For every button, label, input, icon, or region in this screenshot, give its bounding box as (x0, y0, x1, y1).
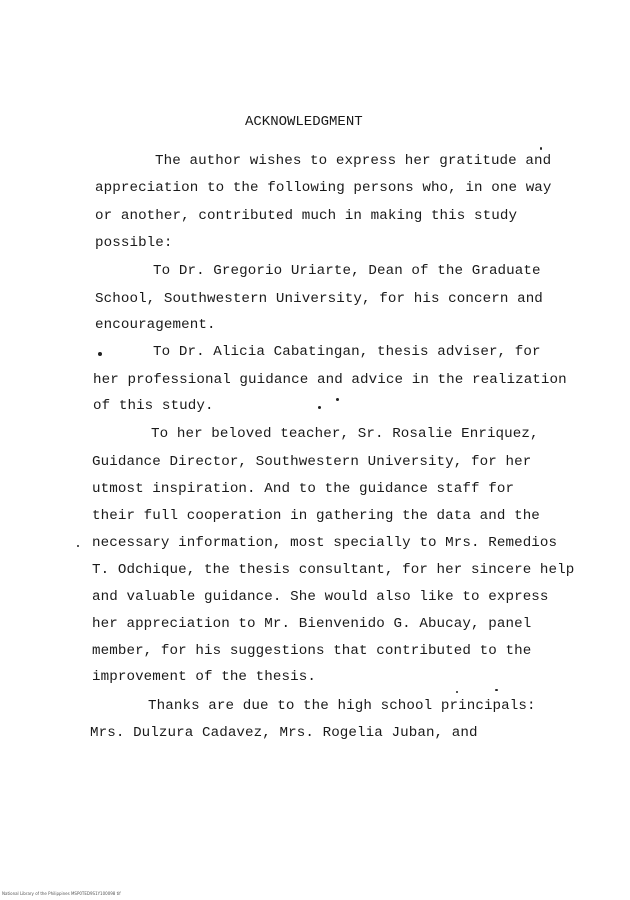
scan-speck (495, 689, 498, 691)
text-line: utmost inspiration. And to the guidance staff for (92, 481, 515, 497)
text-line: The author wishes to express her gratitude and (155, 153, 552, 169)
text-line: To Dr. Gregorio Uriarte, Dean of the Graduate (153, 263, 541, 279)
text-line: Mrs. Dulzura Cadavez, Mrs. Rogelia Juban, and (90, 725, 478, 741)
text-line: necessary information, most specially to Mrs. Remedios (92, 535, 558, 551)
scan-speck (77, 545, 79, 547)
scan-speck (98, 352, 102, 356)
text-line: appreciation to the following persons who, in one way (95, 180, 552, 196)
text-line: their full cooperation in gathering the data and the (92, 508, 540, 524)
text-line: member, for his suggestions that contributed to the (92, 643, 532, 659)
scan-speck (318, 406, 321, 409)
text-line: improvement of the thesis. (92, 669, 316, 685)
text-line: School, Southwestern University, for his concern and (95, 291, 543, 307)
text-line: To her beloved teacher, Sr. Rosalie Enriquez, (151, 426, 539, 442)
text-line: her professional guidance and advice in the realization (93, 372, 567, 388)
text-line: of this study. (93, 398, 214, 414)
scan-speck (540, 147, 542, 150)
page-title: ACKNOWLEDGMENT (245, 114, 363, 130)
text-line: her appreciation to Mr. Bienvenido G. Abucay, panel (92, 616, 532, 632)
text-line: and valuable guidance. She would also like to express (92, 589, 549, 605)
scan-speck (456, 691, 458, 693)
text-line: encouragement. (95, 317, 216, 333)
text-line: or another, contributed much in making this study (95, 208, 518, 224)
text-line: T. Odchique, the thesis consultant, for her sincere help (92, 562, 575, 578)
scan-footer: National Library of the Philippines MSP0TED9S1Y100098 tif (2, 891, 121, 896)
text-line: Guidance Director, Southwestern University, for her (92, 454, 532, 470)
scan-speck (336, 398, 339, 401)
text-line: Thanks are due to the high school principals: (148, 698, 536, 714)
text-line: To Dr. Alicia Cabatingan, thesis adviser, for (153, 344, 541, 360)
text-line: possible: (95, 235, 173, 251)
